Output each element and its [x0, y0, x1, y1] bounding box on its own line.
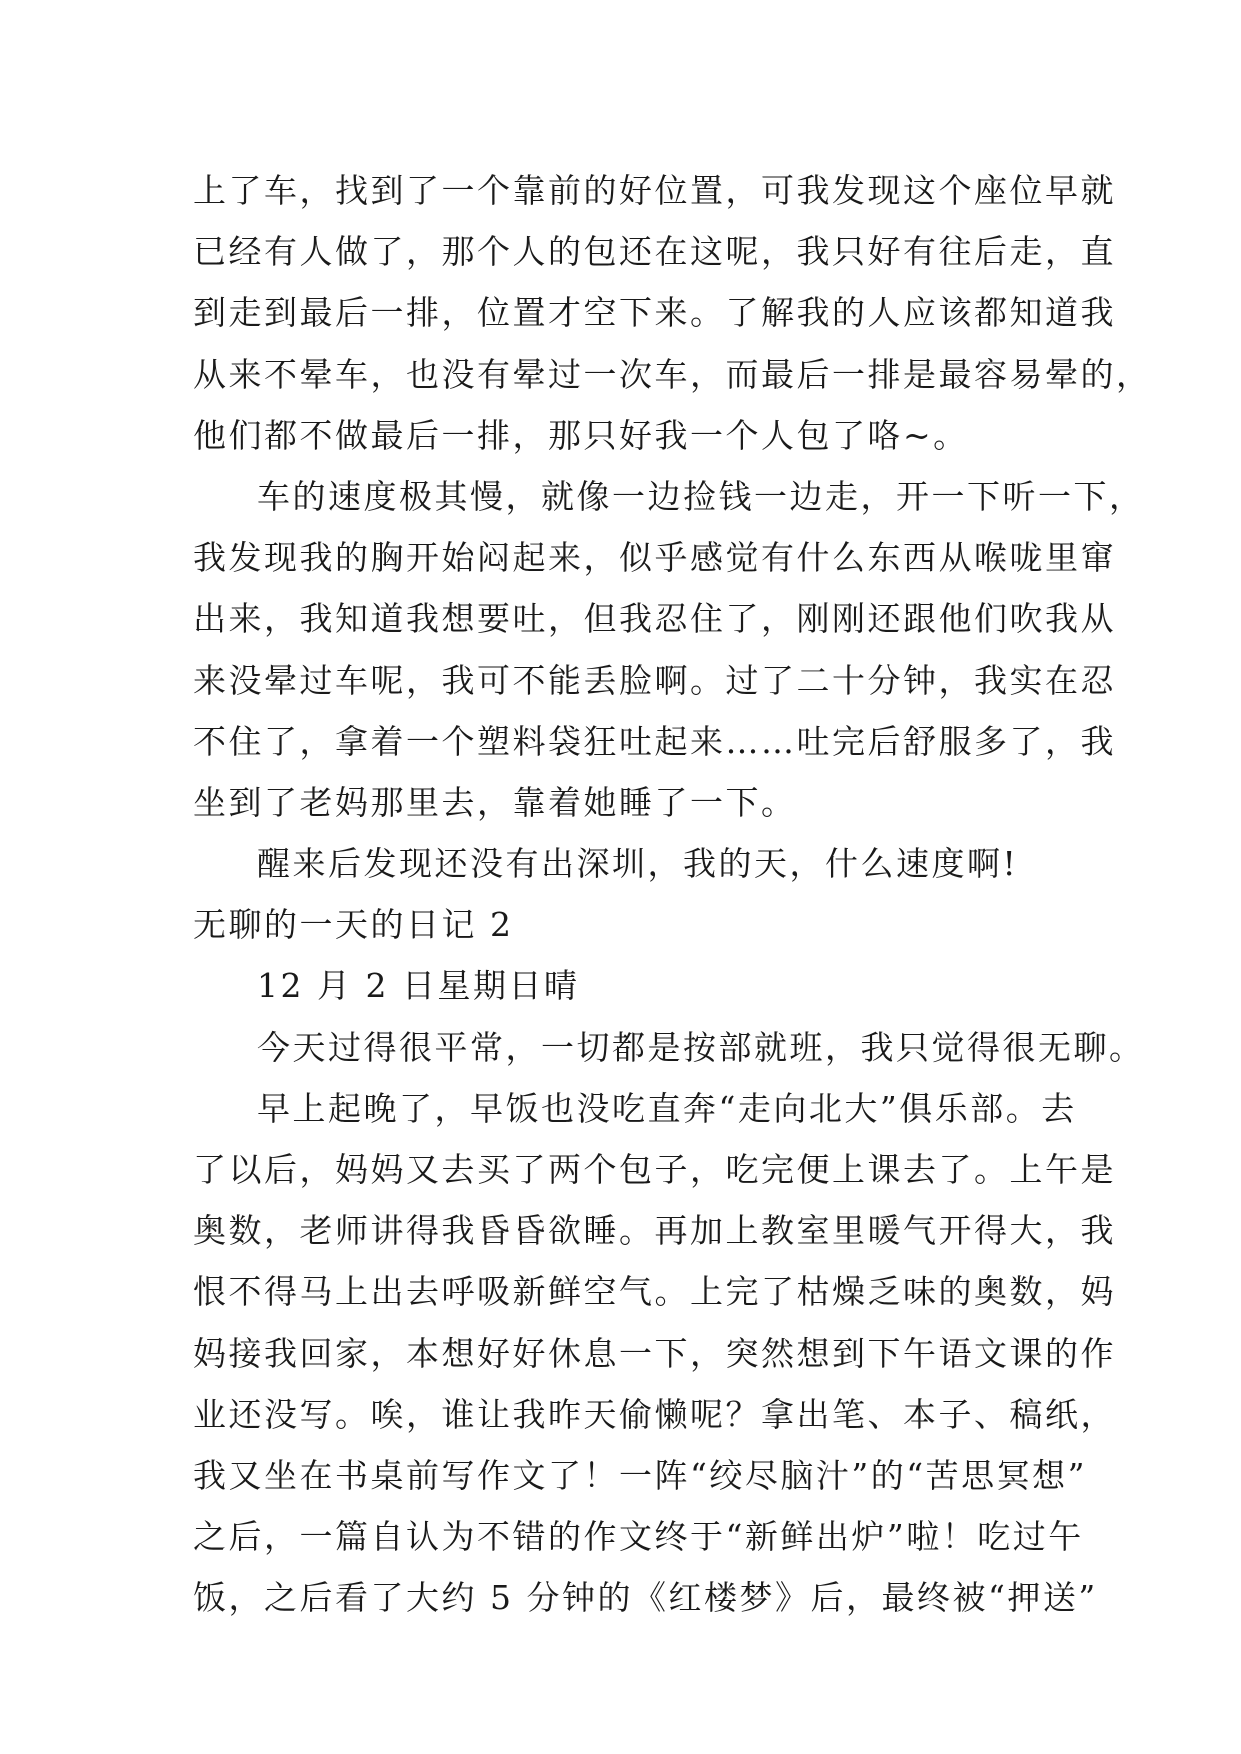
text-line: 早上起晚了，早饭也没吃直奔“走向北大”俱乐部。去 — [257, 1088, 1077, 1128]
text-line: 到走到最后一排，位置才空下来。了解我的人应该都知道我 — [193, 293, 1116, 333]
text-line: 上了车，找到了一个靠前的好位置，可我发现这个座位早就 — [193, 171, 1116, 210]
text-line: 我发现我的胸开始闷起来，似乎感觉有什么东西从喉咙里窜 — [193, 538, 1116, 578]
text-line: 我又坐在书桌前写作文了！一阵“绞尽脑汁”的“苦思冥想” — [193, 1455, 1087, 1495]
text-line: 坐到了老妈那里去，靠着她睡了一下。 — [193, 782, 797, 822]
text-line: 来没晕过车呢，我可不能丢脸啊。过了二十分钟，我实在忍 — [193, 660, 1116, 700]
text-line: 已经有人做了，那个人的包还在这呢，我只好有往后走，直 — [193, 232, 1116, 272]
text-line: 奥数，老师讲得我昏昏欲睡。再加上教室里暖气开得大，我 — [193, 1211, 1116, 1251]
text-line: 出来，我知道我想要吐，但我忍住了，刚刚还跟他们吹我从 — [193, 599, 1116, 639]
text-line: 不住了，拿着一个塑料袋狂吐起来……吐完后舒服多了，我 — [193, 721, 1116, 761]
text-line: 之后，一篇自认为不错的作文终于“新鲜出炉”啦！吃过午 — [193, 1517, 1084, 1557]
text-line: 从来不晕车，也没有晕过一次车，而最后一排是最容易晕的， — [193, 354, 1152, 394]
text-line: 今天过得很平常，一切都是按部就班，我只觉得很无聊。 — [257, 1027, 1145, 1067]
text-line: 妈接我回家，本想好好休息一下，突然想到下午语文课的作 — [193, 1333, 1116, 1373]
text-line: 饭，之后看了大约 5 分钟的《红楼梦》后，最终被“押送” — [193, 1578, 1098, 1618]
diary-date-line: 12 月 2 日星期日晴 — [257, 966, 580, 1006]
text-line: 车的速度极其慢，就像一边捡钱一边走，开一下听一下， — [257, 476, 1145, 516]
text-line: 醒来后发现还没有出深圳，我的天，什么速度啊! — [257, 844, 1019, 884]
text-line: 他们都不做最后一排，那只好我一个人包了咯~。 — [193, 415, 969, 455]
text-line: 恨不得马上出去呼吸新鲜空气。上完了枯燥乏味的奥数，妈 — [193, 1272, 1116, 1312]
section-heading: 无聊的一天的日记 2 — [193, 905, 514, 945]
text-line: 业还没写。唉，谁让我昨天偷懒呢？拿出笔、本子、稿纸， — [193, 1394, 1116, 1434]
document-body — [193, 160, 1152, 1629]
text-line: 了以后，妈妈又去买了两个包子，吃完便上课去了。上午是 — [193, 1150, 1116, 1189]
